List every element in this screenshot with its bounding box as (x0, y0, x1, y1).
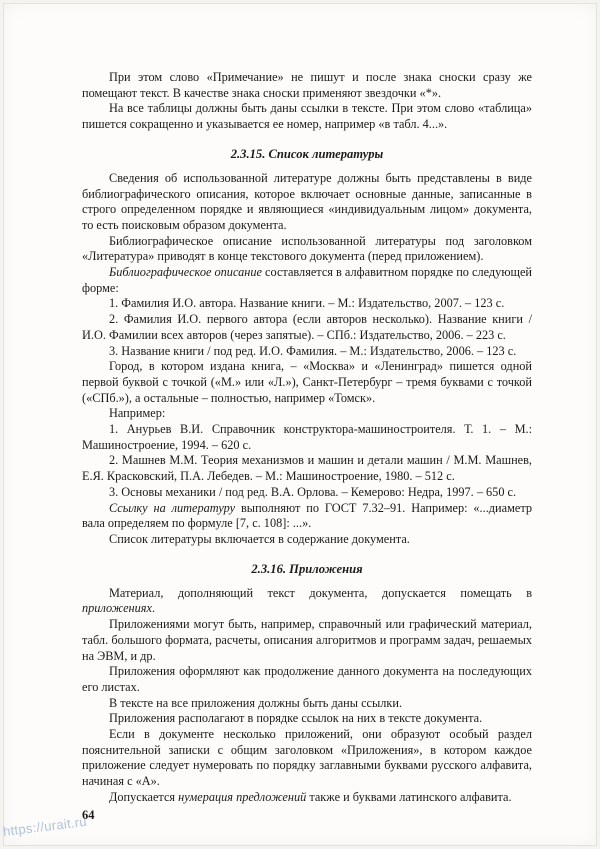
text-run: 3. Название книги / под ред. И.О. Фамилия. – М.: Издательство, 2006. – 123 с. (109, 343, 517, 358)
text-run: Ссылку на литературу (109, 500, 236, 515)
text-run: Если в документе несколько приложений, они образуют особый раздел пояснительной записки с общим заголовком «Приложения», в котором каждое приложение следует нумеровать по порядку заглавными буквами русского алфавита, начиная с «А». (82, 727, 532, 789)
paragraph (82, 501, 532, 532)
text-run: Библиографическое описание (109, 265, 262, 280)
text-run: выполняют по ГОСТ 7.32–91. Например: «...диаметр вала определяем по формуле [7, с. 108]: ...». (82, 500, 532, 531)
text-run: нумерация предложений (178, 789, 307, 804)
text-run: 2.3.16. Приложения (251, 561, 363, 576)
paragraph (82, 312, 532, 343)
section-heading (82, 146, 532, 162)
paragraph (82, 101, 532, 132)
paragraph (82, 664, 532, 695)
paragraph (82, 532, 532, 548)
text-run: При этом слово «Примечание» не пишут и после знака сноски сразу же помещают текст. В качестве знака сноски применяют звездочки «*». (82, 70, 532, 100)
text-run: Библиографическое описание использованной литературы под заголовком «Литература» приводят в конце текстового документа (перед приложением). (82, 233, 532, 264)
paragraph (82, 453, 532, 484)
text-run: Приложения располагают в порядке ссылок на них в тексте документа. (109, 711, 483, 726)
paragraph (82, 422, 532, 453)
text-run: 3. Основы механики / под ред. В.А. Орлова. – Кемерово: Недра, 1997. – 650 с. (109, 484, 517, 499)
paragraph (82, 406, 532, 422)
text-run: Список литературы включается в содержание документа. (109, 531, 410, 546)
paragraph (82, 265, 532, 296)
document-body (82, 70, 532, 806)
text-run: Допускается (109, 789, 179, 804)
scanned-page (3, 3, 597, 846)
text-run: Сведения об использованной литературе должны быть представлены в виде библиографического описания, которое включает основные данные, записанные в строго определенном порядке и являющиеся «индивидуальным лицом» документа, то есть поисковым образом документа. (82, 170, 532, 232)
text-run: приложениях (82, 601, 152, 616)
paragraph (82, 296, 532, 312)
paragraph (82, 359, 532, 406)
text-run: Материал, дополняющий текст документа, допускается помещать в (109, 585, 532, 600)
text-run: 1. Фамилия И.О. автора. Название книги. – М.: Издательство, 2007. – 123 с. (109, 296, 505, 311)
paragraph (82, 171, 532, 234)
paragraph (82, 727, 532, 790)
paragraph (82, 485, 532, 501)
text-run: Например: (109, 406, 166, 421)
paragraph (82, 617, 532, 664)
paragraph (82, 790, 532, 806)
text-run: 2.3.15. Список литературы (230, 146, 384, 161)
text-run: . (151, 601, 156, 616)
text-run: также и буквами латинского алфавита. (306, 789, 512, 804)
text-run: Город, в котором издана книга, – «Москва» и «Ленинград» пишется одной первой буквой с точкой («М.» или «Л.»), Санкт-Петербург – тремя буквами с точкой («СПб.»), а остальные – полностью, например «Томск». (82, 359, 532, 405)
section-heading (82, 561, 532, 577)
paragraph (82, 586, 532, 617)
paragraph (82, 711, 532, 727)
text-run: 2. Фамилия И.О. первого автора (если авторов несколько). Название книги / И.О. Фамилии всех авторов (через запятые). – СПб.: Издательство, 2006. – 223 с. (82, 312, 532, 342)
text-run: 1. Анурьев В.И. Справочник конструктора-машиностроителя. Т. 1. – М.: Машиностроение, 1994. – 620 с. (82, 422, 532, 452)
text-run: Приложениями могут быть, например, справочный или графический материал, табл. большого формата, расчеты, описания алгоритмов и программ задач, решаемых на ЭВМ, и др. (82, 617, 532, 663)
watermark-url: https://urait.ru (2, 813, 88, 839)
paragraph (82, 344, 532, 360)
paragraph (82, 70, 532, 101)
text-run: В тексте на все приложения должны быть даны ссылки. (109, 695, 403, 710)
text-run: 2. Машнев М.М. Теория механизмов и машин и детали машин / М.М. Машнев, Е.Я. Красковский, П.А. Лебедев. – М.: Машиностроение, 1980. – 512 с. (82, 453, 532, 484)
text-run: Приложения оформляют как продолжение данного документа на последующих его листах. (82, 664, 532, 694)
text-run: На все таблицы должны быть даны ссылки в тексте. При этом слово «таблица» пишется сокращенно и указывается ее номер, например «в табл. 4...». (82, 101, 532, 132)
page-number: 64 (82, 808, 95, 822)
text-run: составляется в алфавитном порядке по следующей форме: (82, 265, 533, 295)
paragraph (82, 234, 532, 265)
paragraph (82, 696, 532, 712)
